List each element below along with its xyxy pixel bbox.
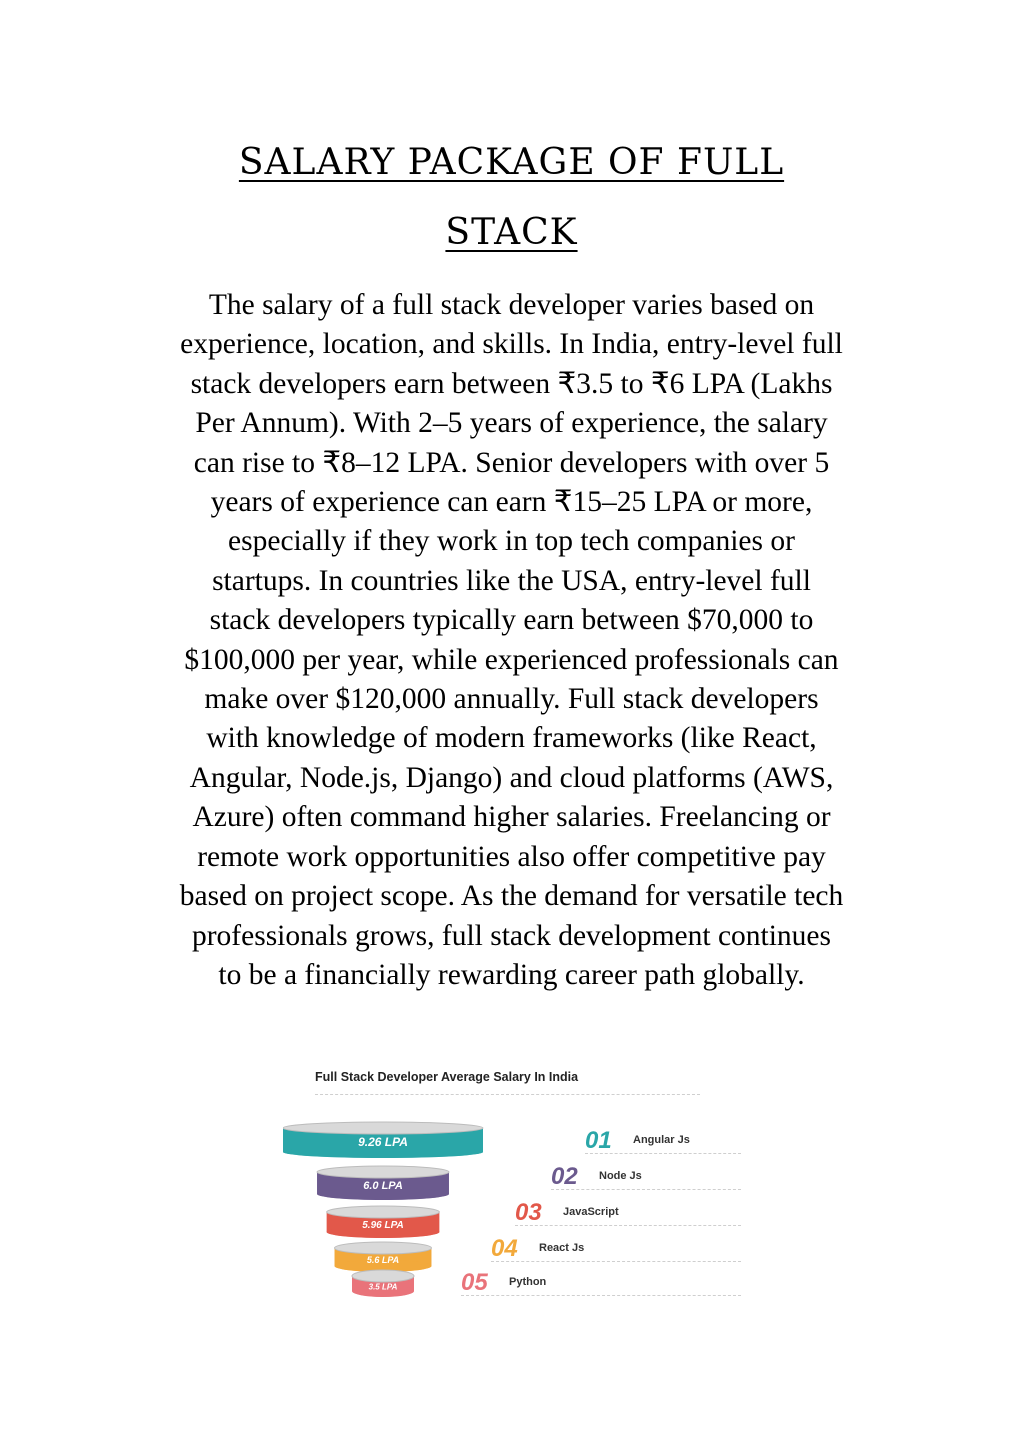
rank-number: 02 — [551, 1163, 578, 1190]
paragraph-line: based on project scope. As the demand for versatile tech — [179, 880, 844, 913]
funnel-value-label: 5.6 LPA — [366, 1255, 400, 1265]
paragraph-line: make over $120,000 annually. Full stack developers — [204, 683, 819, 716]
paragraph-line: especially if they work in top tech companies or — [228, 525, 795, 558]
paragraph-line: professionals grows, full stack development continues — [191, 919, 832, 952]
row-divider — [461, 1295, 741, 1296]
row-divider — [585, 1153, 741, 1154]
paragraph-line: Per Annum). With 2–5 years of experience, the salary — [195, 407, 828, 440]
paragraph-line: $100,000 per year, while experienced professionals can — [184, 643, 839, 676]
paragraph-line: Angular, Node.js, Django) and cloud platforms (AWS, — [189, 761, 834, 794]
list-item — [283, 1270, 753, 1300]
paragraph-line: to be a financially rewarding career path globally. — [218, 958, 805, 991]
rank-number: 01 — [585, 1127, 612, 1154]
list-item — [283, 1200, 753, 1230]
row-divider — [491, 1261, 741, 1262]
language-label: Node Js — [599, 1170, 642, 1182]
paragraph-line: years of experience can earn ₹15–25 LPA or more, — [210, 486, 813, 519]
funnel-value-label: 5.96 LPA — [362, 1220, 404, 1231]
paragraph-line: The salary of a full stack developer varies based on — [208, 289, 815, 321]
funnel-value-label: 9.26 LPA — [358, 1135, 408, 1149]
row-divider — [551, 1189, 741, 1190]
funnel-value-label: 6.0 LPA — [363, 1180, 403, 1192]
salary-funnel-figure — [283, 1064, 753, 1304]
paragraph-line: with knowledge of modern frameworks (like React, — [206, 722, 817, 755]
paragraph-line: remote work opportunities also offer competitive pay — [197, 840, 826, 873]
paragraph-line: stack developers earn between ₹3.5 to ₹6 LPA (Lakhs — [190, 367, 833, 400]
language-label: JavaScript — [563, 1206, 619, 1218]
rank-number: 05 — [461, 1269, 488, 1296]
paragraph-line: stack developers typically earn between $70,000 to — [209, 604, 814, 637]
rank-number: 03 — [515, 1199, 542, 1226]
rank-number: 04 — [491, 1235, 518, 1262]
paragraph-line: Azure) often command higher salaries. Freelancing or — [192, 801, 831, 834]
list-item — [283, 1164, 753, 1194]
language-label: Python — [509, 1276, 547, 1288]
paragraph-line: experience, location, and skills. In India, entry-level full — [180, 328, 843, 361]
language-label: Angular Js — [633, 1134, 690, 1146]
row-divider — [515, 1225, 741, 1226]
list-item — [283, 1128, 753, 1158]
title-line-2: STACK — [445, 212, 578, 253]
paragraph-line: can rise to ₹8–12 LPA. Senior developers with over 5 — [193, 446, 830, 479]
title-line-1: SALARY PACKAGE OF FULL — [238, 142, 785, 183]
chart-title: Full Stack Developer Average Salary In India — [315, 1070, 579, 1084]
paragraph-line: startups. In countries like the USA, entry-level full — [212, 564, 811, 597]
page-title — [0, 128, 1023, 268]
funnel-value-label: 3.5 LPA — [368, 1282, 398, 1292]
salary-paragraph — [110, 286, 913, 995]
language-label: React Js — [539, 1242, 585, 1254]
list-item — [283, 1236, 753, 1266]
